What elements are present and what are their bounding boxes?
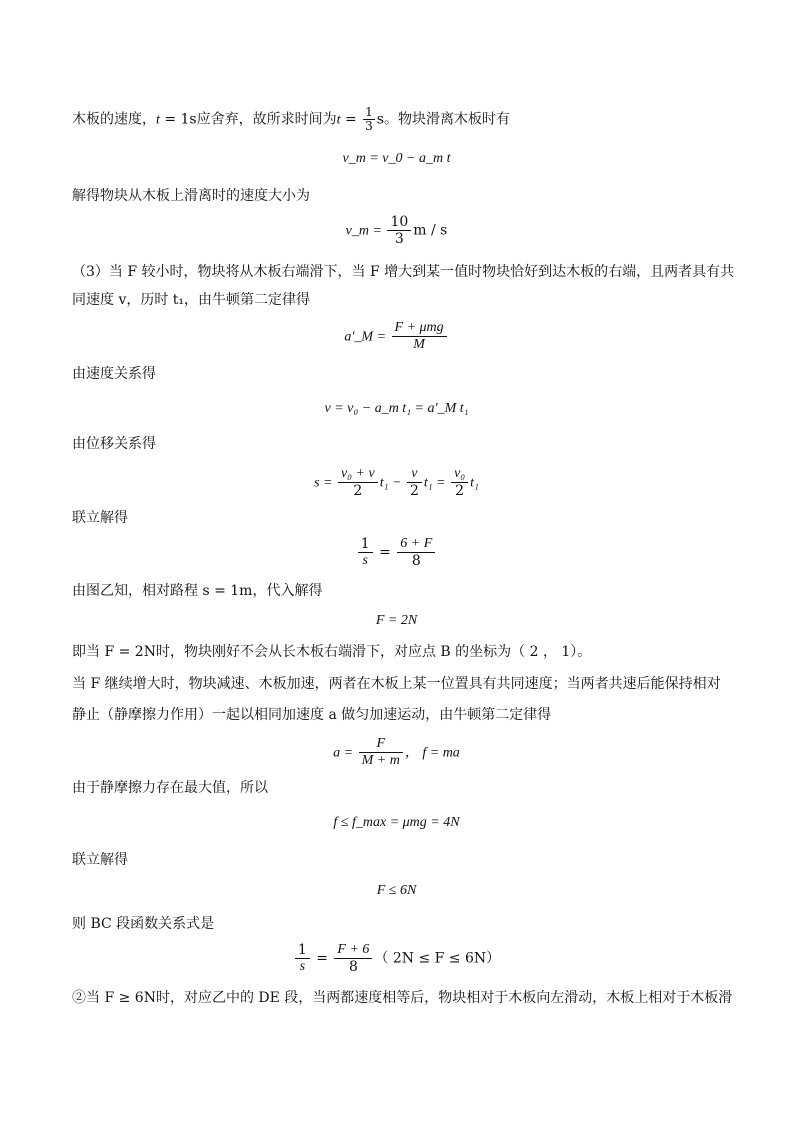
fraction-denominator: s xyxy=(362,553,368,568)
math-var: t xyxy=(156,112,160,128)
equation-part: ， f = ma xyxy=(404,745,460,761)
fraction xyxy=(359,736,403,769)
text-line-8: 由图乙知，相对路程 s = 1m，代入解得 xyxy=(72,583,323,599)
fraction-denominator: 3 xyxy=(365,119,373,133)
equation-8 xyxy=(0,736,793,769)
fraction-denominator: 3 xyxy=(394,231,404,247)
fraction-denominator: 2 xyxy=(455,483,465,499)
text-line-3: （3）当 F 较小时，物块将从木板右端滑下，当 F 增大到某一值时物块恰好到达木板的右端，且两者具有共 xyxy=(72,264,735,280)
text-span: 木板的速度， xyxy=(72,111,156,128)
fraction-numerator: F xyxy=(359,736,403,753)
fraction xyxy=(334,942,372,975)
equation-4 xyxy=(0,398,793,419)
equation-text: F ≤ 6N xyxy=(376,883,417,898)
fraction-denominator: 2 xyxy=(353,483,363,499)
equation-3 xyxy=(0,320,793,353)
fraction xyxy=(397,536,435,569)
fraction xyxy=(338,466,378,499)
equation-lhs: a = xyxy=(333,745,357,761)
condition: （ 2N ≤ F ≤ 6N） xyxy=(374,950,501,967)
equation-7 xyxy=(0,610,793,631)
equation-part: t₁ − xyxy=(379,475,405,491)
fraction-denominator: M + m xyxy=(361,753,400,768)
equation-lhs: s = xyxy=(314,475,336,491)
equals-sign: = xyxy=(374,544,396,561)
text-line-4: 同速度 v，历时 t₁，由牛顿第二定律得 xyxy=(72,292,311,308)
unit: m / s xyxy=(413,222,448,239)
math-var: t xyxy=(336,112,341,128)
equation-6 xyxy=(0,536,793,569)
unit: s xyxy=(376,111,384,128)
text-line-9: 即当 F = 2N时，物块刚好不会从长木板右端滑下，对应点 B 的坐标为（ 2 ， 1）。 xyxy=(72,644,592,660)
math-span: = 1s xyxy=(159,111,197,128)
text-line-2: 解得物块从木板上滑离时的速度大小为 xyxy=(72,188,310,204)
fraction-denominator: M xyxy=(413,337,425,352)
fraction-denominator: s xyxy=(299,959,306,974)
fraction-numerator: F + 6 xyxy=(334,942,372,959)
fraction-numerator: 6 + F xyxy=(397,536,435,553)
text-line-13: 联立解得 xyxy=(72,852,128,868)
equation-5 xyxy=(0,466,793,499)
equation-part: t₁ xyxy=(470,475,479,491)
fraction-numerator: v₀ + v xyxy=(338,466,378,483)
fraction-numerator: F + μmg xyxy=(392,320,447,337)
equation-1 xyxy=(0,148,793,169)
fraction-numerator: 1 xyxy=(358,536,373,553)
equation-text: v_m = v_0 − a_m t xyxy=(342,151,451,166)
fraction-numerator: 10 xyxy=(387,214,411,231)
fraction xyxy=(392,320,447,353)
fraction xyxy=(451,466,468,499)
text-span: 应舍弃，故所求时间为 xyxy=(196,111,337,128)
fraction xyxy=(295,942,310,975)
equation-10 xyxy=(0,880,793,901)
fraction-numerator: v xyxy=(407,466,422,483)
text-span: 。物块滑离木板时有 xyxy=(383,111,510,128)
equation-9 xyxy=(0,812,793,833)
math-span: = xyxy=(340,111,362,128)
fraction-denominator: 8 xyxy=(348,959,358,975)
equation-2 xyxy=(0,214,793,247)
text-line-6: 由位移关系得 xyxy=(72,436,156,452)
fraction-numerator: 1 xyxy=(365,105,373,119)
fraction xyxy=(358,536,373,569)
fraction xyxy=(407,466,422,499)
equation-part: t₁ = xyxy=(423,475,450,491)
fraction-denominator: 8 xyxy=(411,553,421,569)
equation-lhs: v_m = xyxy=(345,223,386,239)
text-line-11: 静止（静摩擦力作用）一起以相同加速度 a 做匀加速运动，由牛顿第二定律得 xyxy=(72,707,552,723)
fraction xyxy=(387,214,411,247)
equation-11 xyxy=(0,942,793,975)
inline-fraction xyxy=(363,106,375,133)
equation-text: F = 2N xyxy=(375,613,418,628)
fraction-denominator: 2 xyxy=(409,483,419,499)
equation-text: f ≤ f_max = μmg = 4N xyxy=(333,815,460,830)
text-line-10: 当 F 继续增大时，物块减速、木板加速，两者在木板上某一位置具有共同速度；当两者共速后能保持相对 xyxy=(72,676,721,692)
text-line-1 xyxy=(72,106,510,133)
text-line-12: 由于静摩擦力存在最大值，所以 xyxy=(72,780,268,796)
fraction-numerator: 1 xyxy=(295,942,310,959)
equals-sign: = xyxy=(311,950,333,967)
text-line-7: 联立解得 xyxy=(72,510,128,526)
equation-lhs: a′_M = xyxy=(344,329,390,345)
text-line-14: 则 BC 段函数关系式是 xyxy=(72,916,215,932)
text-line-5: 由速度关系得 xyxy=(72,366,156,382)
equation-text: v = v₀ − a_m t₁ = a′_M t₁ xyxy=(324,401,469,416)
fraction-numerator: v₀ xyxy=(451,466,468,483)
text-line-15: ②当 F ≥ 6N时，对应乙中的 DE 段，当两都速度相等后，物块相对于木板向左滑动，木板上相对于木板滑 xyxy=(72,990,733,1006)
